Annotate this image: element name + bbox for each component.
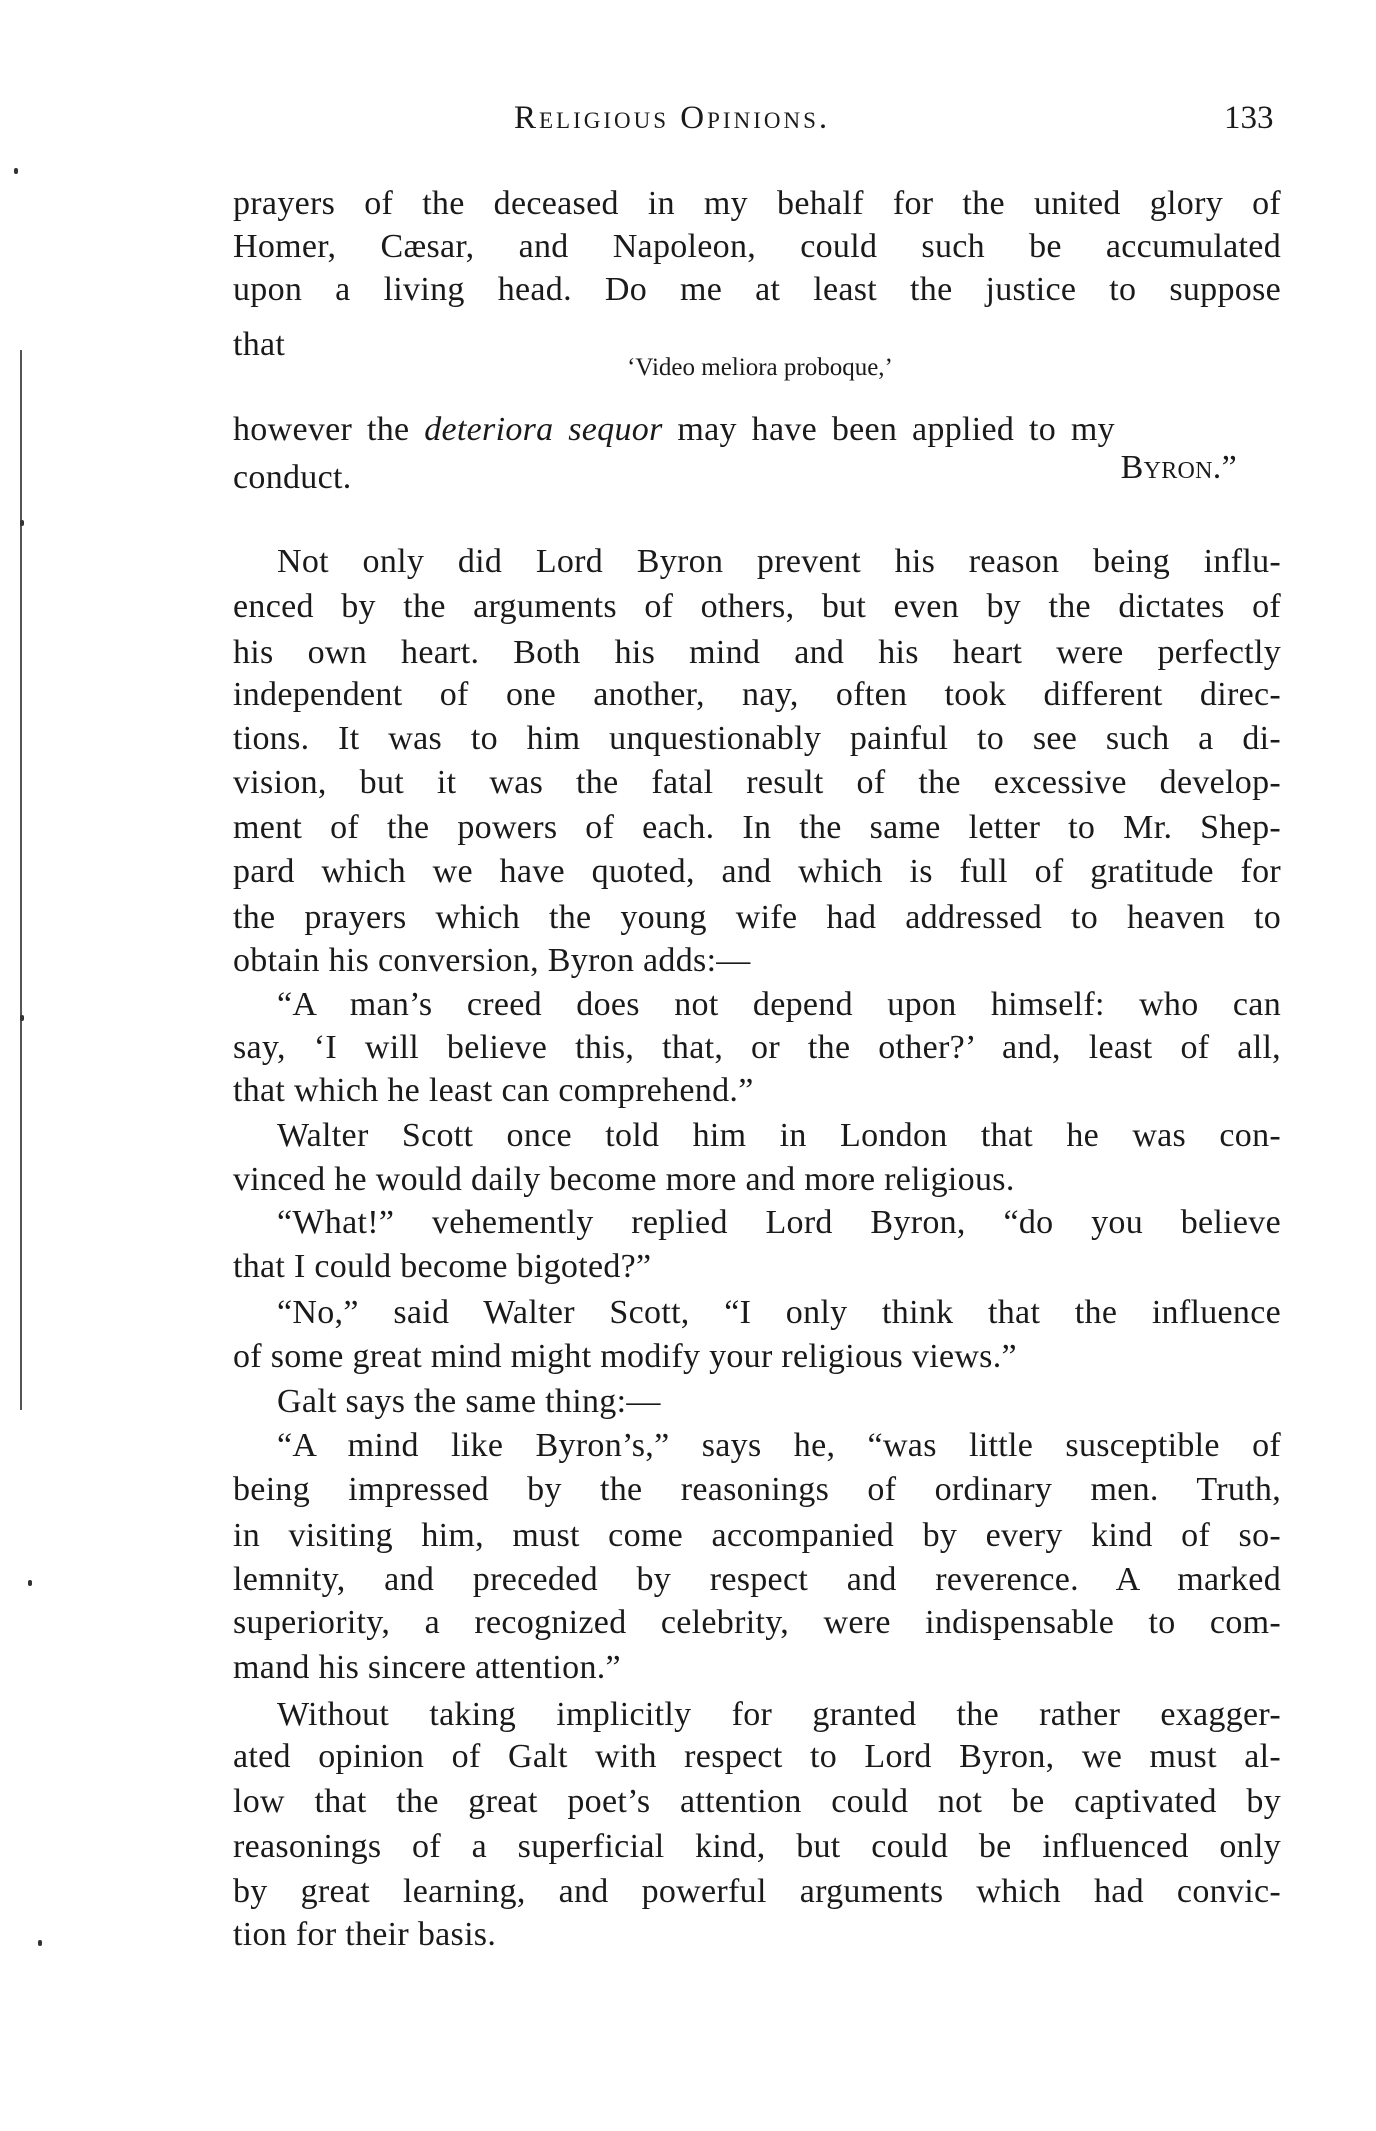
scan-speck <box>38 1940 42 1946</box>
text-line: lemnity, and preceded by respect and reverence. A marked <box>233 1561 1281 1598</box>
text-line <box>233 449 1281 500</box>
text-line: vinced he would daily become more and more religious. <box>233 1161 1015 1198</box>
text-line: by great learning, and powerful arguments which had convic- <box>233 1873 1281 1910</box>
text-line: mand his sincere attention.” <box>233 1649 621 1686</box>
scan-speck <box>20 1015 24 1021</box>
text-line: upon a living head. Do me at least the justice to suppose <box>233 271 1281 308</box>
text-line: pard which we have quoted, and which is full of gratitude for <box>233 853 1281 890</box>
text-line: in visiting him, must come accompanied by every kind of so- <box>233 1517 1281 1554</box>
text-line: obtain his conversion, Byron adds:— <box>233 942 751 979</box>
text-line: “A mind like Byron’s,” says he, “was little susceptible of <box>277 1427 1281 1464</box>
text-line: Galt says the same thing:— <box>277 1383 661 1420</box>
scan-speck <box>14 168 18 174</box>
text-line: enced by the arguments of others, but even by the dictates of <box>233 588 1281 625</box>
text-span: conduct. <box>233 459 352 496</box>
text-line: Homer, Cæsar, and Napoleon, could such be accumulated <box>233 228 1281 265</box>
text-line: the prayers which the young wife had addressed to heaven to <box>233 899 1281 936</box>
text-line: Without taking implicitly for granted the rather exagger- <box>277 1696 1281 1733</box>
page-number: 133 <box>1224 100 1274 136</box>
text-line: ment of the powers of each. In the same letter to Mr. Shep- <box>233 809 1281 846</box>
text-line: that I could become bigoted?” <box>233 1248 652 1285</box>
scan-margin-line <box>20 350 22 1410</box>
text-span: however the <box>233 411 410 448</box>
latin-quotation: ‘Video meliora proboque,’ <box>627 354 893 381</box>
text-line: prayers of the deceased in my behalf for the united glory of <box>233 185 1281 222</box>
text-line: of some great mind might modify your religious views.” <box>233 1338 1017 1375</box>
text-line: vision, but it was the fatal result of the excessive develop- <box>233 764 1281 801</box>
text-line: “No,” said Walter Scott, “I only think that the influence <box>277 1294 1281 1331</box>
text-line: ated opinion of Galt with respect to Lord Byron, we must al- <box>233 1738 1281 1775</box>
text-line: say, ‘I will believe this, that, or the other?’ and, least of all, <box>233 1029 1281 1066</box>
text-line: Not only did Lord Byron prevent his reason being influ- <box>277 543 1281 580</box>
text-line: “A man’s creed does not depend upon himself: who can <box>277 986 1281 1023</box>
signature: Byron.” <box>1120 449 1237 486</box>
scan-speck <box>28 1580 32 1586</box>
text-line: independent of one another, nay, often took different direc- <box>233 676 1281 713</box>
text-line: being impressed by the reasonings of ordinary men. Truth, <box>233 1471 1281 1508</box>
text-line: tions. It was to him unquestionably painful to see such a di- <box>233 720 1281 757</box>
running-title: Religious Opinions. <box>514 100 831 136</box>
text-line: “What!” vehemently replied Lord Byron, “do you believe <box>277 1204 1281 1241</box>
text-line: reasonings of a superficial kind, but could be influenced only <box>233 1828 1281 1865</box>
text-line: superiority, a recognized celebrity, were indispensable to com- <box>233 1604 1281 1641</box>
text-line: that <box>233 326 286 363</box>
text-line: Walter Scott once told him in London that he was con- <box>277 1117 1281 1154</box>
italic-phrase: deteriora sequor <box>424 411 663 448</box>
text-line: tion for their basis. <box>233 1916 497 1953</box>
text-line: his own heart. Both his mind and his heart were perfectly <box>233 634 1281 671</box>
scan-speck <box>20 520 24 526</box>
text-span: may have been applied to my <box>677 411 1115 448</box>
text-line: that which he least can comprehend.” <box>233 1072 754 1109</box>
text-line: low that the great poet’s attention could not be captivated by <box>233 1783 1281 1820</box>
